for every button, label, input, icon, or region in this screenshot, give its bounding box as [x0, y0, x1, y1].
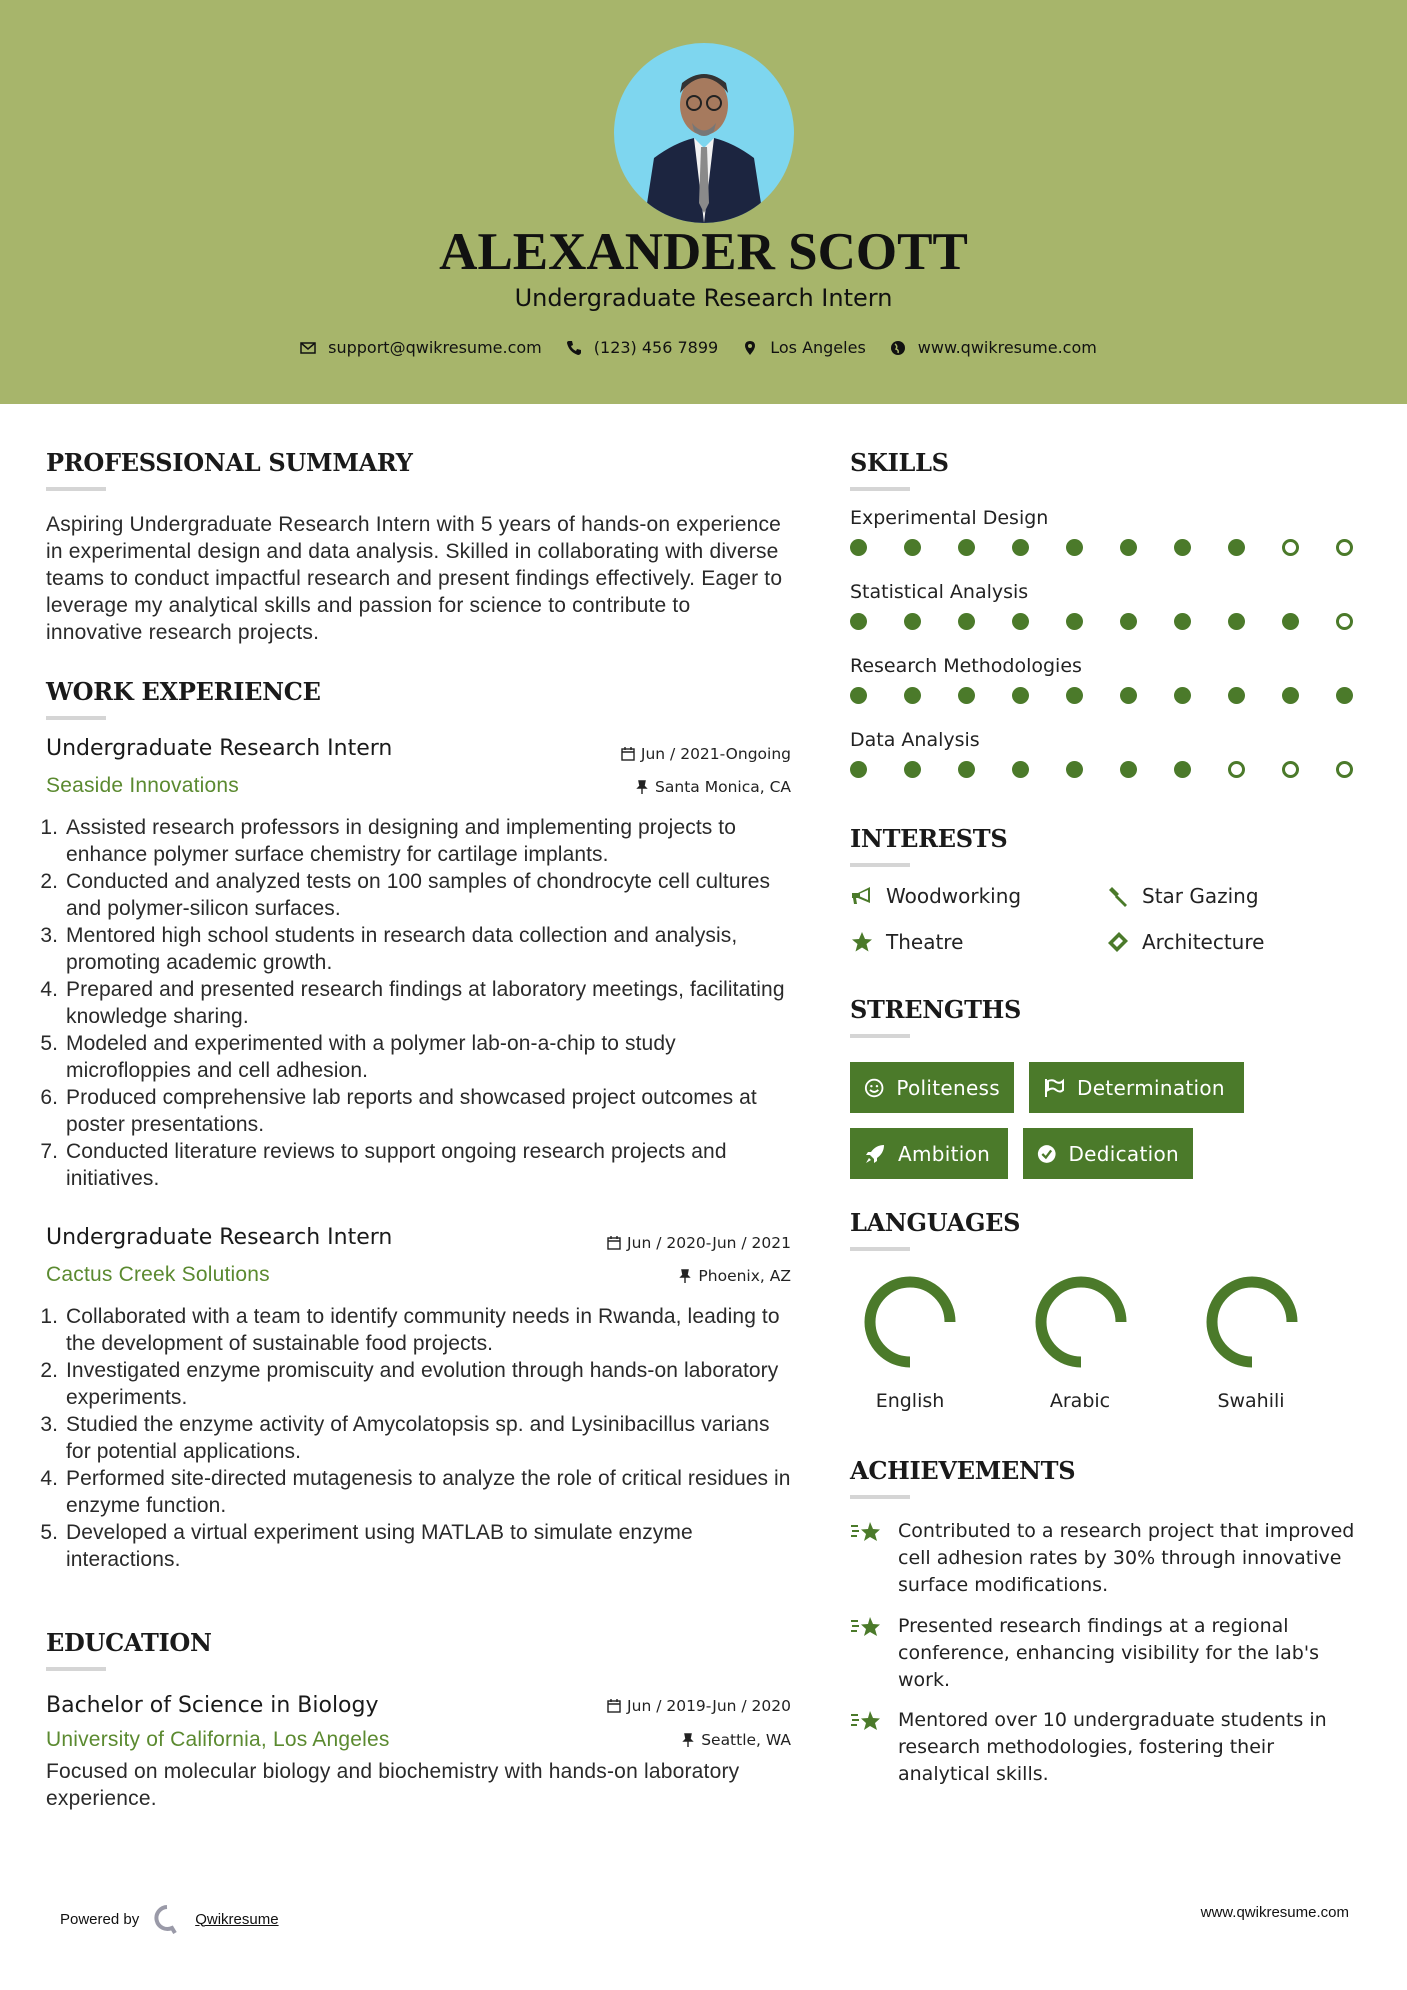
skills-list	[850, 507, 1364, 803]
job-bullets	[46, 1303, 791, 1573]
summary-text: Aspiring Undergraduate Research Intern with 5 years of hands-on experience in experimental design and data analysis. Skilled in collaborating with diverse teams to conduct impactful research and present findings effectively. Eager to leverage my analytical skills and passion for science to contribute to innovative research projects.	[46, 513, 783, 644]
flag-icon	[1043, 1077, 1065, 1099]
section-heading: SKILLS	[850, 448, 949, 477]
job-bullets	[46, 814, 791, 1192]
rating-dot-filled	[1228, 539, 1245, 556]
rating-dot-filled	[1012, 761, 1029, 778]
rating-dot-filled	[958, 687, 975, 704]
rating-dot-empty	[1336, 761, 1353, 778]
skill-rating	[850, 613, 1353, 630]
section-heading: EDUCATION	[46, 1628, 212, 1657]
rating-dot-filled	[958, 761, 975, 778]
education-section	[46, 1628, 791, 1812]
skills-section	[850, 448, 1364, 803]
rating-dot-filled	[958, 539, 975, 556]
education-location: Seattle, WA	[681, 1731, 791, 1749]
contact-location: Los Angeles	[742, 338, 866, 357]
bullet-item: 4. Prepared and presented research findings at laboratory meetings, facilitating knowledge sharing.	[64, 976, 791, 1030]
interest-item: Woodworking	[850, 884, 1021, 908]
globe-icon	[890, 340, 906, 356]
bullet-item: 7. Conducted literature reviews to support ongoing research projects and initiatives.	[64, 1138, 791, 1192]
shooting-star-icon	[850, 1707, 884, 1735]
rating-dot-filled	[850, 687, 867, 704]
skill-name: Research Methodologies	[850, 655, 1082, 677]
rocket-icon	[864, 1143, 886, 1165]
language-label: English	[875, 1390, 945, 1412]
strength-chip: Dedication	[1023, 1128, 1193, 1179]
contact-bar	[0, 338, 1407, 357]
rating-dot-filled	[850, 761, 867, 778]
rating-dot-empty	[1282, 761, 1299, 778]
skill-item	[850, 581, 1364, 655]
summary-section	[46, 448, 791, 646]
rating-dot-filled	[1120, 761, 1137, 778]
rating-dot-filled	[904, 761, 921, 778]
job-date: Jun / 2021-Ongoing	[621, 745, 791, 763]
rating-dot-filled	[904, 687, 921, 704]
achievements-section	[850, 1456, 1364, 1499]
heading-underline	[46, 716, 106, 720]
check-circle-icon	[1037, 1143, 1056, 1165]
candidate-title: Undergraduate Research Intern	[514, 284, 893, 312]
language-label: Arabic	[1049, 1390, 1111, 1412]
rating-dot-filled	[1066, 539, 1083, 556]
heading-underline	[850, 1247, 910, 1251]
language-rings	[850, 1270, 1364, 1380]
rating-dot-filled	[1228, 613, 1245, 630]
qwikresume-logo-icon	[153, 1904, 181, 1934]
rating-dot-filled	[1228, 687, 1245, 704]
rating-dot-filled	[1066, 687, 1083, 704]
interest-item: Theatre	[850, 930, 963, 954]
achievement-item: Mentored over 10 undergraduate students in research methodologies, fostering their analytical skills.	[850, 1707, 1360, 1788]
language-ring-arabic	[1041, 1282, 1121, 1362]
rating-dot-filled	[1174, 687, 1191, 704]
company-name: Cactus Creek Solutions	[46, 1263, 270, 1286]
heading-underline	[850, 487, 910, 491]
job-entry	[46, 736, 791, 1192]
bullet-item: 3. Mentored high school students in research data collection and analysis, promoting academic growth.	[64, 922, 791, 976]
rating-dot-filled	[904, 539, 921, 556]
strengths-section	[850, 995, 1364, 1038]
rating-dot-empty	[1336, 613, 1353, 630]
contact-email[interactable]: support@qwikresume.com	[300, 338, 542, 357]
skill-item	[850, 655, 1364, 729]
section-heading: STRENGTHS	[850, 995, 1022, 1024]
footer-url[interactable]: www.qwikresume.com	[1200, 1904, 1349, 1921]
candidate-name: ALEXANDER SCOTT	[439, 223, 968, 281]
gavel-icon	[1106, 884, 1130, 908]
rating-dot-empty	[1228, 761, 1245, 778]
strength-chip: Politeness	[850, 1062, 1014, 1113]
job-title: Undergraduate Research Intern	[46, 1225, 393, 1250]
language-ring-english	[870, 1282, 950, 1362]
resume-header	[0, 0, 1407, 404]
rating-dot-filled	[1174, 539, 1191, 556]
pushpin-icon	[681, 1733, 695, 1747]
bullet-item: 2. Conducted and analyzed tests on 100 samples of chondrocyte cell cultures and polymer-silicon surfaces.	[64, 868, 791, 922]
skill-rating	[850, 687, 1353, 704]
envelope-icon	[300, 340, 316, 356]
education-date: Jun / 2019-Jun / 2020	[607, 1697, 791, 1715]
rating-dot-filled	[1012, 687, 1029, 704]
company-name: Seaside Innovations	[46, 774, 239, 797]
rating-dot-filled	[1282, 687, 1299, 704]
calendar-icon	[621, 747, 635, 761]
language-label: Swahili	[1217, 1390, 1285, 1412]
section-heading: INTERESTS	[850, 824, 1008, 853]
calendar-icon	[607, 1699, 621, 1713]
job-title: Undergraduate Research Intern	[46, 736, 393, 761]
education-description: Focused on molecular biology and biochemistry with hands-on laboratory experience.	[46, 1760, 740, 1810]
bullet-item: 2. Investigated enzyme promiscuity and evolution through hands-on laboratory experiments.	[64, 1357, 791, 1411]
profile-photo	[614, 43, 794, 223]
heading-underline	[850, 1034, 910, 1038]
pushpin-icon	[678, 1269, 692, 1283]
shooting-star-icon	[850, 1613, 884, 1641]
rating-dot-filled	[1282, 613, 1299, 630]
bullet-item: 6. Produced comprehensive lab reports and showcased project outcomes at poster presentations.	[64, 1084, 791, 1138]
rating-dot-filled	[850, 539, 867, 556]
achievement-item: Contributed to a research project that improved cell adhesion rates by 30% through innovative surface modifications.	[850, 1518, 1360, 1599]
phone-icon	[566, 340, 582, 356]
skill-item	[850, 507, 1364, 581]
rating-dot-filled	[1012, 613, 1029, 630]
heading-underline	[850, 1495, 910, 1499]
bullet-item: 1. Assisted research professors in designing and implementing projects to enhance polymer surface chemistry for cartilage implants.	[64, 814, 791, 868]
achievement-item: Presented research findings at a regional conference, enhancing visibility for the lab's work.	[850, 1613, 1360, 1694]
languages-section	[850, 1208, 1364, 1251]
bullet-item: 5. Developed a virtual experiment using MATLAB to simulate enzyme interactions.	[64, 1519, 791, 1573]
skill-name: Experimental Design	[850, 507, 1049, 529]
rating-dot-filled	[1174, 613, 1191, 630]
heading-underline	[850, 863, 910, 867]
rating-dot-filled	[1174, 761, 1191, 778]
map-pin-icon	[742, 340, 758, 356]
section-heading: LANGUAGES	[850, 1208, 1021, 1237]
section-heading: ACHIEVEMENTS	[850, 1456, 1076, 1485]
qwikresume-link[interactable]: Qwikresume	[195, 1910, 279, 1928]
interest-item: Architecture	[1106, 930, 1264, 954]
rating-dot-filled	[1120, 539, 1137, 556]
rating-dot-empty	[1336, 539, 1353, 556]
job-location: Phoenix, AZ	[678, 1267, 791, 1285]
interest-item: Star Gazing	[1106, 884, 1259, 908]
footer-powered: Powered by Qwikresume	[60, 1904, 279, 1934]
contact-phone[interactable]: (123) 456 7899	[566, 338, 718, 357]
bullet-item: 1. Collaborated with a team to identify community needs in Rwanda, leading to the development of sustainable food projects.	[64, 1303, 791, 1357]
contact-website[interactable]: www.qwikresume.com	[890, 338, 1097, 357]
ticket-icon	[1106, 930, 1130, 954]
star-icon	[850, 930, 874, 954]
language-ring-swahili	[1212, 1282, 1292, 1362]
rating-dot-filled	[1120, 613, 1137, 630]
skill-item	[850, 729, 1364, 803]
rating-dot-filled	[1066, 761, 1083, 778]
bullet-item: 3. Studied the enzyme activity of Amycolatopsis sp. and Lysinibacillus varians for potential applications.	[64, 1411, 791, 1465]
strength-chip: Ambition	[850, 1128, 1008, 1179]
job-entry	[46, 1225, 791, 1573]
skill-rating	[850, 539, 1353, 556]
section-heading: PROFESSIONAL SUMMARY	[46, 448, 413, 477]
rating-dot-filled	[1120, 687, 1137, 704]
bullet-item: 5. Modeled and experimented with a polymer lab-on-a-chip to study microfloppies and cell adhesion.	[64, 1030, 791, 1084]
bullet-item: 4. Performed site-directed mutagenesis to analyze the role of critical residues in enzyme function.	[64, 1465, 791, 1519]
rating-dot-filled	[1012, 539, 1029, 556]
job-date: Jun / 2020-Jun / 2021	[607, 1234, 791, 1252]
heading-underline	[46, 487, 106, 491]
strength-chip: Determination	[1029, 1062, 1244, 1113]
skill-name: Data Analysis	[850, 729, 980, 751]
job-location: Santa Monica, CA	[635, 778, 791, 796]
calendar-icon	[607, 1236, 621, 1250]
rating-dot-empty	[1282, 539, 1299, 556]
rating-dot-filled	[904, 613, 921, 630]
megaphone-icon	[850, 884, 874, 908]
degree-title: Bachelor of Science in Biology	[46, 1693, 379, 1718]
skill-rating	[850, 761, 1353, 778]
rating-dot-filled	[1336, 687, 1353, 704]
smile-icon	[864, 1077, 884, 1099]
pushpin-icon	[635, 780, 649, 794]
interests-section	[850, 824, 1364, 867]
shooting-star-icon	[850, 1518, 884, 1546]
skill-name: Statistical Analysis	[850, 581, 1029, 603]
rating-dot-filled	[958, 613, 975, 630]
work-section	[46, 677, 791, 720]
section-heading: WORK EXPERIENCE	[46, 677, 321, 706]
heading-underline	[46, 1667, 106, 1671]
school-name: University of California, Los Angeles	[46, 1728, 390, 1751]
rating-dot-filled	[850, 613, 867, 630]
rating-dot-filled	[1066, 613, 1083, 630]
